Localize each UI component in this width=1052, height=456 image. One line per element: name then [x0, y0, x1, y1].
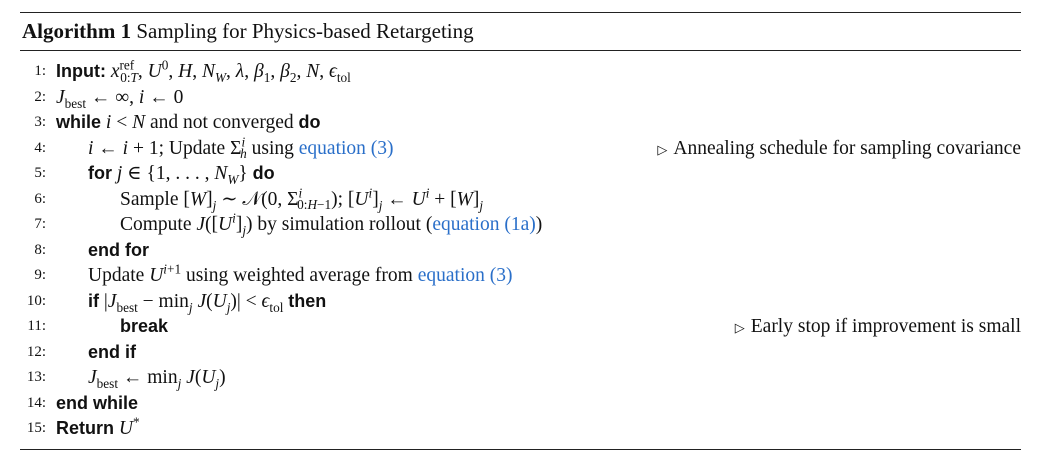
keyword-input: Input: [56, 61, 106, 81]
algo-line-9 [20, 263, 1021, 289]
algo-line-13 [20, 365, 1021, 391]
line-number: 9: [34, 267, 46, 283]
line-content: for j ∈ {1, . . . , $N_W$} do [88, 163, 275, 187]
algo-line-1 [20, 59, 1021, 85]
line-number: 3: [34, 114, 46, 130]
line-number: 15: [26, 420, 46, 436]
line-content [120, 314, 168, 340]
keyword-if: if [88, 290, 99, 311]
keyword-do: do [252, 163, 275, 183]
line-content: $J_{best}$ ← $\min_j J(U_j)$ [88, 367, 226, 391]
algo-line-7 [20, 212, 1021, 238]
text-update: Update [168, 137, 226, 159]
top-rule [20, 12, 1021, 13]
algo-line-12 [20, 340, 1021, 366]
text-sample: Sample [120, 188, 179, 210]
line-number: 8: [34, 241, 46, 258]
keyword-for: for [88, 163, 112, 183]
comment-early-stop: ▷ Early stop if improvement is small [734, 316, 1021, 337]
line-content: Return U* [56, 414, 140, 439]
algorithm-label: Algorithm 1 [22, 19, 132, 43]
line-number: 4: [34, 139, 46, 156]
line-number: 5: [34, 165, 46, 181]
comment-triangle-icon: ▷ [734, 321, 745, 336]
algo-line-3 [20, 110, 1021, 136]
line-number: 14: [26, 394, 46, 411]
algo-line-6 [20, 187, 1021, 213]
text-and-not-converged: and not converged [149, 112, 294, 133]
line-content: Sample $[W]_j$ ∼ 𝒩(0, $\Sigma^i_{0:H-1}$); $[U^i]_j$ ← $U^i + [W]_j$ [120, 185, 484, 213]
line-number: 10: [26, 292, 46, 309]
algo-line-10 [20, 289, 1021, 315]
line-number: 6: [34, 190, 46, 207]
line-number: 11: [27, 318, 46, 334]
keyword-then: then [288, 290, 327, 311]
algo-line-14 [20, 391, 1021, 417]
line-content [88, 340, 136, 366]
equation-3-link-2[interactable]: equation (3) [417, 265, 513, 286]
algorithm-caption [20, 18, 1021, 44]
comment-triangle-icon: ▷ [657, 142, 668, 158]
text-update: Update [88, 265, 145, 286]
line-number: 2: [34, 88, 46, 105]
line-content: while i < N and not converged do [56, 112, 321, 133]
keyword-break: break [120, 316, 169, 336]
algo-line-15 [20, 416, 1021, 442]
bottom-rule [20, 449, 1021, 450]
line-content: Update $U^{i+1}$ using weighted average from equation (3) [88, 261, 513, 286]
text-using-weighted-average: using weighted average from [185, 265, 413, 286]
algo-line-11 [20, 314, 1021, 340]
line-content: Compute $J([U^i]_j)$ by simulation rollout (equation (1a)) [120, 210, 543, 238]
line-content: i ← i + 1; Update $\Sigma^i_h$ using equation (3) [88, 134, 394, 162]
algo-line-2 [20, 85, 1021, 111]
line-number: 13: [26, 369, 46, 385]
equation-3-link[interactable]: equation (3) [298, 137, 394, 159]
algo-line-8 [20, 238, 1021, 264]
line-content [56, 391, 138, 417]
line-number: 1: [34, 63, 46, 79]
keyword-end-for: end for [88, 239, 149, 260]
text-by-sim-rollout: by simulation rollout ( [257, 214, 433, 235]
algo-line-5 [20, 161, 1021, 187]
keyword-while: while [56, 112, 102, 132]
equation-1a-link[interactable]: equation (1a) [432, 214, 536, 235]
line-content: $J_{best}$ ← ∞, i ← 0 [56, 86, 184, 111]
line-number: 7: [34, 216, 46, 232]
line-content: Input: $x^{ref}_{0:T}$, $U^0$, H, $N_W$, λ, $\beta_1$, $\beta_2$, N, $\epsilon_{tol}$ [56, 57, 351, 85]
text-using: using [251, 137, 294, 159]
keyword-end-if: end if [88, 341, 136, 362]
line-content [88, 238, 149, 264]
keyword-return: Return [56, 418, 114, 438]
line-content: if $|J_{best} - \min_j J(U_j)| < \epsilon_{tol}$ then [88, 290, 327, 315]
comment-annealing: ▷ Annealing schedule for sampling covariance [657, 137, 1021, 159]
line-number: 12: [26, 343, 46, 360]
algorithm-block [20, 12, 1021, 450]
algorithm-title: Sampling for Physics-based Retargeting [136, 19, 474, 43]
keyword-end-while: end while [56, 392, 139, 413]
text-compute: Compute [120, 214, 192, 235]
caption-rule [20, 50, 1021, 51]
algo-line-4 [20, 136, 1021, 162]
keyword-do: do [298, 112, 321, 132]
